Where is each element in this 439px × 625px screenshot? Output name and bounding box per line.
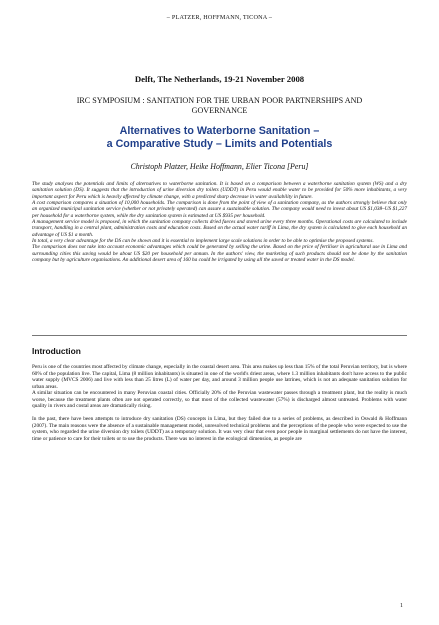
section-divider xyxy=(32,335,407,336)
conference-venue: Delft, The Netherlands, 19-21 November 2008 xyxy=(134,74,305,84)
abstract-paragraph: A management service model is proposed, in which the sanitation company collects dried faeces and stored urine every three months. Operational costs are calculated to include transport, handling in a central plant, administration costs and education costs. Based on the actual water tariff in Lima, the dry system is calculated to give each household an advantage of US $1 a month. xyxy=(32,219,407,238)
symposium-title: IRC SYMPOSIUM : SANITATION FOR THE URBAN POOR PARTNERSHIPS AND GOVERNANCE xyxy=(76,96,363,115)
introduction-body xyxy=(32,364,407,443)
paper-title-line-2: a Comparative Study – Limits and Potentials xyxy=(106,137,333,150)
paper-title xyxy=(40,125,399,150)
page-number: 1 xyxy=(400,603,403,609)
body-paragraph: A similar situation can be encountered in many Peruvian coastal cities. Officially 20% of the Peruvian wastewater passes through a treatment plant, but the reality is much worse, because the treatment plants often are not operated correctly, so that most of the collected wastewater (57%) is discharged almost untreated. Problems with water quality in rivers and costal areas are dramatically rising. xyxy=(32,390,407,410)
paper-title-line-1: Alternatives to Waterborne Sanitation – xyxy=(119,125,320,137)
abstract-paragraph: The comparison does not take into account economic advantages which could be generated by selling the urine. Based on the price of fertiliser in agricultural use in Lima and surrounding cities this saving would be about US $20 per household per annum. In the authors' view, the marketing of such products should not be done by the sanitation company but by agriculture organisations. An additional desert area of 160 ha could be irrigated by using all the saved or treated water in the DS model. xyxy=(32,244,407,264)
body-paragraph: In the past, there have been attempts to introduce dry sanitation (DS) concepts in Lima, but they failed due to a series of problems, as described in Oswald & Hoffmann (2007). The main reasons were the absence of a sustainable management model, unresolved technical problems and the perceptions of the people who were expected to use the system, who regarded the urine diversion dry toilets (UDDT) as a temporary solution. It was very clear that even poor people in marginal settlements do not have the interest, time or patience to care for their toilets or to use the products. There was no interest in the ecological dimension, as people are xyxy=(32,416,407,442)
abstract-paragraph: The study analyses the potentials and limits of alternatives to waterborne sanitation. It is based on a comparison between a waterborne sanitation system (WS) and a dry sanitation solution (DS). It suggests that the introduction of urine diversion dry toilets (UDDT) in Peru would enable water to be provided for 50% more inhabitants, a very important aspect for Peru which is heavily affected by climate change, with a predicted sharp decrease in water availability in future. xyxy=(32,181,407,200)
section-heading-introduction: Introduction xyxy=(32,346,81,356)
body-paragraph: Peru is one of the countries most affected by climate change, especially in the coastal desert area. This area makes up less than 15% of the total Peruvian territory, but is where 60% of the population live. The capital, Lima (8 million inhabitants) is situated in one of the world's driest areas, where 1.3 million inhabitants don't have access to the public water supply (MVCS 2006) and live with less than 25 litres (L) of water per day, and around 3 million people use latrines, which is not an adequate sanitation solution for urban areas. xyxy=(32,364,407,390)
abstract xyxy=(32,181,407,263)
running-header: – PLATZER, HOFFMANN, TICONA – xyxy=(166,14,273,21)
author-list: Christoph Platzer, Heike Hoffmann, Elier Ticona [Peru] xyxy=(130,162,309,171)
abstract-paragraph: In total, a very clear advantage for the DS can be shown and it is essential to implement large scale solutions in order to be able to optimise the proposed systems. xyxy=(32,238,374,245)
abstract-paragraph: A cost comparison compares a situation of 10,000 households. The comparison is done from the point of view of a sanitation company, as the authors strongly believe that only an organized municipal sanitation service (whether or not privately operated) can assure a sustainable solution. The company would need to invest about US $1,038–US $1,227 per household for a waterborne system, while the dry sanitation system is estimated at US $935 per household. xyxy=(32,200,407,219)
